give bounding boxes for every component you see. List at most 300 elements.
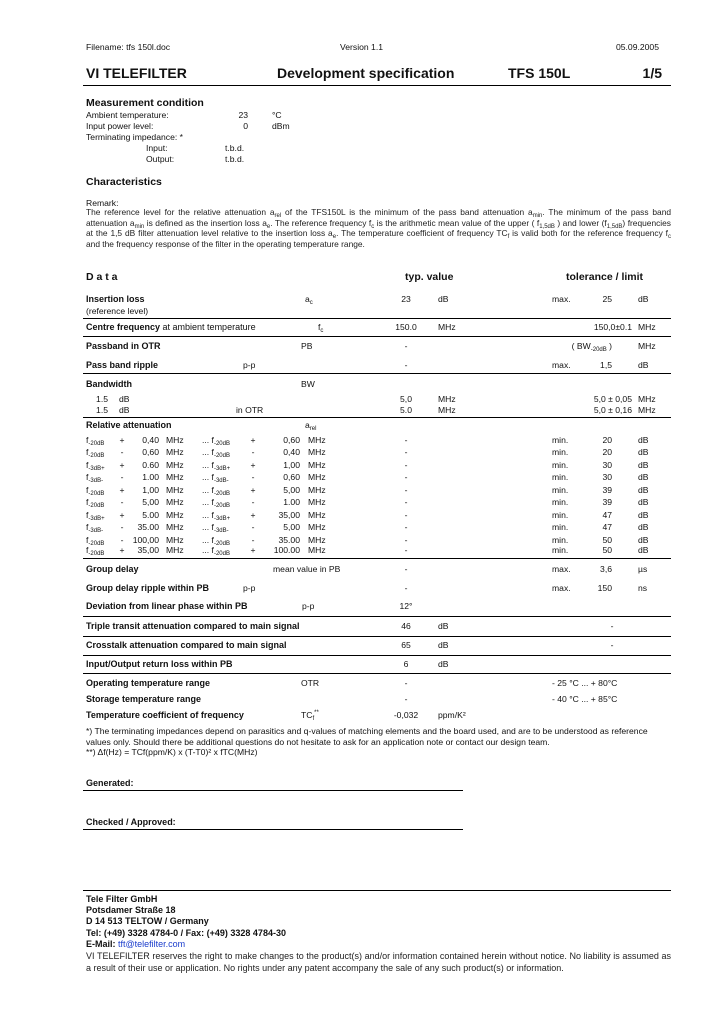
typ-value: - bbox=[404, 360, 408, 370]
typ-value: - bbox=[404, 472, 408, 482]
remark-segment: f bbox=[507, 234, 510, 241]
company-logo-text: VI TELEFILTER bbox=[86, 65, 187, 81]
footnote: *) The terminating impedances depend on parasitics and q-values of matching elements and the board used, and are to be understood as reference bbox=[86, 726, 648, 736]
condition-unit: dBm bbox=[272, 121, 290, 131]
limit-prefix: min. bbox=[552, 497, 569, 507]
frequency-subscript: -20dB bbox=[213, 453, 230, 459]
parameter-symbol bbox=[301, 378, 315, 390]
offset-unit: MHz bbox=[308, 472, 326, 482]
parameter-label bbox=[86, 359, 158, 371]
impedance-value: t.b.d. bbox=[225, 154, 245, 164]
offset-unit: MHz bbox=[166, 522, 184, 532]
offset-unit: MHz bbox=[308, 485, 326, 495]
parameter-label: Storage temperature range bbox=[86, 694, 202, 704]
typ-header: typ. value bbox=[405, 271, 454, 283]
frequency-subscript: -20dB bbox=[213, 503, 230, 509]
parameter-symbol bbox=[243, 582, 255, 594]
signature-line bbox=[83, 790, 463, 791]
typ-value: -0,032 bbox=[393, 710, 419, 720]
remark-segment: is defined as the insertion loss a bbox=[144, 217, 267, 228]
frequency-subscript: -3dB+ bbox=[213, 516, 231, 522]
offset-unit: MHz bbox=[308, 435, 326, 445]
remark-segment: and the frequency response of the filter in the operating temperature range. bbox=[86, 239, 365, 250]
parameter-symbol bbox=[243, 359, 255, 371]
limit-prefix: min. bbox=[552, 485, 569, 495]
typ-value: - bbox=[404, 522, 408, 532]
impedance-label: Input: bbox=[146, 143, 168, 153]
footer-street: Potsdamer Straße 18 bbox=[86, 905, 176, 915]
parameter-symbol bbox=[302, 600, 314, 612]
typ-value: - bbox=[404, 460, 408, 470]
remark-segment: e bbox=[266, 223, 271, 230]
typ-value: 23 bbox=[401, 294, 411, 304]
tolerance-header: tolerance / limit bbox=[566, 271, 644, 283]
typ-value: 6 bbox=[403, 659, 409, 669]
impedance-label: Output: bbox=[146, 154, 175, 164]
frequency-to: ... $f_{-3dB-}$ bbox=[202, 522, 229, 534]
divider bbox=[83, 85, 671, 86]
typ-value: 65 bbox=[401, 640, 411, 650]
condition-label: Input power level: bbox=[86, 121, 154, 131]
offset-sign: + bbox=[250, 485, 256, 495]
symbol-text: a bbox=[305, 420, 310, 430]
offset-sign: + bbox=[119, 545, 125, 555]
parameter-label: Triple transit attenuation compared to main signal bbox=[86, 621, 300, 631]
offset-value: 100,00 bbox=[132, 535, 159, 545]
divider bbox=[83, 558, 671, 559]
condition-value: 23 bbox=[238, 110, 248, 120]
limit-value: 47 bbox=[602, 522, 612, 532]
offset-value: 100.00 bbox=[273, 545, 300, 555]
remark-segment: The reference level for the relative attenuation a bbox=[86, 207, 275, 217]
limit-value: 20 bbox=[602, 447, 612, 457]
frequency-from: $f_{-20dB}$ bbox=[86, 545, 105, 557]
offset-unit: MHz bbox=[166, 447, 184, 457]
part-number: TFS 150L bbox=[508, 65, 571, 81]
frequency-from: $f_{-20dB}$ bbox=[86, 497, 105, 509]
typ-unit: MHz bbox=[438, 322, 456, 332]
frequency-subscript: -20dB bbox=[88, 441, 105, 447]
limit-prefix: max. bbox=[552, 564, 571, 574]
limit-value: 30 bbox=[602, 472, 612, 482]
signature-line bbox=[83, 829, 463, 830]
frequency-subscript: -3dB- bbox=[88, 528, 104, 534]
parameter-label: Group delay bbox=[86, 564, 139, 574]
offset-value: 0,60 bbox=[283, 472, 300, 482]
limit-value: 39 bbox=[602, 497, 612, 507]
offset-value: 35,00 bbox=[278, 510, 300, 520]
frequency-subscript: -20dB bbox=[213, 441, 230, 447]
typ-value: - bbox=[404, 678, 408, 688]
parameter-label bbox=[86, 378, 132, 390]
offset-value: 1,00 bbox=[142, 485, 159, 495]
symbol-text: p-p bbox=[243, 360, 256, 370]
typ-value: - bbox=[404, 583, 408, 593]
limit-unit: ns bbox=[638, 583, 648, 593]
limit-prefix: min. bbox=[552, 545, 569, 555]
limit-unit: MHz bbox=[638, 394, 656, 404]
limit-value: 50 bbox=[602, 535, 612, 545]
date: 05.09.2005 bbox=[615, 42, 659, 52]
limit-prefix: max. bbox=[552, 294, 571, 304]
frequency-to: ... $f_{-20dB}$ bbox=[202, 435, 230, 447]
frequency-subscript: -3dB+ bbox=[88, 516, 105, 522]
offset-unit: MHz bbox=[308, 497, 326, 507]
page-number: 1/5 bbox=[642, 65, 662, 81]
limit-unit: dB bbox=[638, 460, 649, 470]
limit-unit: MHz bbox=[638, 341, 656, 351]
generated-label: Generated: bbox=[86, 778, 134, 788]
offset-value: 5,00 bbox=[142, 497, 159, 507]
remark-segment: rel bbox=[274, 213, 282, 219]
typ-unit: dB bbox=[438, 621, 449, 631]
bandwidth-level-unit: dB bbox=[119, 405, 130, 415]
offset-sign: + bbox=[119, 460, 125, 470]
parameter-note: (reference level) bbox=[86, 306, 149, 316]
frequency-from: $f_{-20dB}$ bbox=[86, 447, 105, 459]
offset-value: 5,00 bbox=[283, 485, 300, 495]
offset-value: 5.00 bbox=[142, 510, 159, 520]
divider bbox=[83, 417, 671, 418]
remark-segment: . The reference frequency f bbox=[270, 217, 372, 228]
frequency-subscript: -20dB bbox=[213, 491, 230, 497]
offset-value: 0,60 bbox=[283, 435, 300, 445]
frequency-subscript: -3dB- bbox=[213, 478, 229, 484]
offset-unit: MHz bbox=[166, 510, 184, 520]
limit-value: 25 bbox=[602, 294, 612, 304]
typ-value: - bbox=[404, 545, 408, 555]
limit-value: 3,6 bbox=[600, 564, 612, 574]
offset-sign: - bbox=[120, 472, 124, 482]
typ-unit: dB bbox=[438, 640, 449, 650]
limit-prefix: min. bbox=[552, 472, 569, 482]
typ-unit: dB bbox=[438, 659, 449, 669]
checked-label: Checked / Approved: bbox=[86, 817, 176, 827]
parameter-symbol bbox=[305, 293, 313, 305]
frequency-from: $f_{-3dB+}$ bbox=[86, 460, 105, 472]
frequency-to: ... $f_{-3dB+}$ bbox=[202, 460, 231, 472]
bandwidth-level: 1.5 bbox=[96, 394, 108, 404]
parameter-symbol bbox=[301, 340, 312, 352]
frequency-subscript: -20dB bbox=[88, 503, 105, 509]
symbol-subscript: c bbox=[320, 328, 324, 334]
limit-value: 5,0 ± 0,05 bbox=[593, 394, 632, 404]
limit-prefix: min. bbox=[552, 522, 569, 532]
limit-unit: dB bbox=[638, 360, 649, 370]
section-title: Measurement condition bbox=[86, 97, 204, 109]
divider bbox=[83, 336, 671, 337]
frequency-subscript: -3dB+ bbox=[88, 466, 105, 472]
offset-sign: - bbox=[251, 472, 255, 482]
limit-unit: MHz bbox=[638, 322, 656, 332]
symbol-subscript: rel bbox=[309, 426, 317, 432]
parameter-label: Temperature coefficient of frequency bbox=[86, 710, 244, 720]
parameter-label bbox=[86, 340, 161, 352]
parameter-name: Bandwidth bbox=[86, 379, 132, 389]
offset-sign: + bbox=[119, 485, 125, 495]
parameter-symbol bbox=[273, 563, 340, 575]
remark-segment: 1,5dB bbox=[606, 223, 623, 230]
offset-value: 35.00 bbox=[278, 535, 300, 545]
limit-value: 39 bbox=[602, 485, 612, 495]
remark-segment: min bbox=[532, 213, 543, 219]
remark-segment: ) frequencies at the 1,5 dB filter attenuation level relative to the insertion loss a bbox=[86, 217, 671, 239]
limit-value: 1,5 bbox=[600, 360, 612, 370]
typ-value: - bbox=[404, 341, 408, 351]
remark-segment: c bbox=[668, 234, 671, 241]
frequency-subscript: -20dB bbox=[213, 551, 230, 557]
limit-unit: dB bbox=[638, 535, 649, 545]
relative-attenuation-label: Relative attenuation bbox=[86, 420, 172, 430]
offset-sign: - bbox=[120, 447, 124, 457]
offset-value: 0,40 bbox=[142, 435, 159, 445]
frequency-to: ... $f_{-20dB}$ bbox=[202, 545, 230, 557]
version: Version 1.1 bbox=[340, 42, 383, 52]
parameter-label bbox=[86, 293, 145, 305]
parameter-label: Group delay ripple within PB bbox=[86, 583, 210, 593]
divider bbox=[83, 655, 671, 656]
filename: Filename: tfs 150l.doc bbox=[86, 42, 171, 52]
symbol-text: p-p bbox=[243, 583, 256, 593]
limit-value: - bbox=[610, 621, 614, 631]
offset-sign: - bbox=[120, 522, 124, 532]
typ-value: - bbox=[404, 510, 408, 520]
footer-phone: Tel: (+49) 3328 4784-0 / Fax: (+49) 3328 4784-30 bbox=[86, 928, 286, 938]
remark-label: Remark: bbox=[86, 198, 119, 208]
parameter-symbol bbox=[318, 321, 323, 333]
divider bbox=[83, 318, 671, 319]
offset-sign: - bbox=[251, 522, 255, 532]
frequency-from: $f_{-20dB}$ bbox=[86, 535, 105, 547]
section-title: Characteristics bbox=[86, 176, 162, 188]
divider bbox=[83, 636, 671, 637]
parameter-symbol bbox=[301, 709, 319, 721]
parameter-symbol bbox=[301, 677, 319, 689]
limit-value: 20 bbox=[602, 435, 612, 445]
limit-prefix: min. bbox=[552, 435, 569, 445]
remark-segment: is valid both for the reference frequency f bbox=[509, 228, 668, 239]
offset-sign: - bbox=[120, 535, 124, 545]
offset-unit: MHz bbox=[166, 535, 184, 545]
frequency-subscript: -3dB+ bbox=[213, 466, 231, 472]
limit-unit: dB bbox=[638, 522, 649, 532]
offset-value: 0,40 bbox=[283, 447, 300, 457]
typ-value: - bbox=[404, 564, 408, 574]
limit-part: ) bbox=[606, 341, 612, 351]
footnote: **) Δf(Hz) = TCf(ppm/K) x (T-T0)² x fTC(MHz) bbox=[86, 747, 258, 757]
remark-segment: is the arithmetic mean value of the upper ( f bbox=[374, 217, 540, 228]
offset-value: 0,60 bbox=[142, 447, 159, 457]
limit-value: - bbox=[610, 640, 614, 650]
offset-value: 35.00 bbox=[137, 522, 159, 532]
typ-value: 5,0 bbox=[400, 394, 412, 404]
parameter-label: Input/Output return loss within PB bbox=[86, 659, 233, 669]
remark-segment: ) and lower (f bbox=[554, 217, 607, 228]
condition-label: Terminating impedance: * bbox=[86, 132, 183, 142]
frequency-to: ... $f_{-3dB-}$ bbox=[202, 472, 229, 484]
limit-value: 30 bbox=[602, 460, 612, 470]
limit-unit: dB bbox=[638, 545, 649, 555]
offset-value: 1.00 bbox=[283, 497, 300, 507]
typ-unit: MHz bbox=[438, 405, 456, 415]
typ-value: 12° bbox=[399, 601, 413, 611]
remark-segment: . The temperature coefficient of frequency TC bbox=[336, 228, 508, 239]
limit-value: 47 bbox=[602, 510, 612, 520]
offset-unit: MHz bbox=[166, 497, 184, 507]
frequency-from: $f_{-3dB+}$ bbox=[86, 510, 105, 522]
limit-part: -20dB bbox=[590, 347, 607, 353]
offset-unit: MHz bbox=[308, 510, 326, 520]
parameter-name-rest: at ambient temperature bbox=[160, 322, 256, 332]
divider bbox=[83, 373, 671, 374]
typ-value: - bbox=[404, 485, 408, 495]
data-title: D a t a bbox=[86, 271, 118, 283]
limit-unit: dB bbox=[638, 435, 649, 445]
limit-prefix: min. bbox=[552, 510, 569, 520]
frequency-to: ... $f_{-20dB}$ bbox=[202, 535, 230, 547]
offset-sign: - bbox=[120, 497, 124, 507]
parameter-label: Crosstalk attenuation compared to main signal bbox=[86, 640, 287, 650]
limit-unit: MHz bbox=[638, 405, 656, 415]
parameter-label: Deviation from linear phase within PB bbox=[86, 601, 248, 611]
offset-value: 0.60 bbox=[142, 460, 159, 470]
offset-sign: - bbox=[251, 447, 255, 457]
frequency-subscript: -20dB bbox=[88, 551, 105, 557]
parameter-label bbox=[86, 321, 256, 333]
offset-value: 1,00 bbox=[283, 460, 300, 470]
offset-unit: MHz bbox=[308, 460, 326, 470]
offset-unit: MHz bbox=[308, 535, 326, 545]
symbol-subscript: f bbox=[312, 716, 315, 722]
limit-value bbox=[572, 340, 612, 352]
email-label: E-Mail: bbox=[86, 939, 119, 949]
footer-city: D 14 513 TELTOW / Germany bbox=[86, 916, 209, 926]
bandwidth-level-unit: dB bbox=[119, 394, 130, 404]
limit-prefix: min. bbox=[552, 535, 569, 545]
offset-sign: + bbox=[119, 510, 125, 520]
offset-unit: MHz bbox=[166, 545, 184, 555]
footer-company: Tele Filter GmbH bbox=[86, 894, 158, 904]
typ-unit: dB bbox=[438, 294, 449, 304]
typ-value: 5.0 bbox=[400, 405, 412, 415]
offset-unit: MHz bbox=[166, 472, 184, 482]
limit-unit: µs bbox=[638, 564, 648, 574]
typ-unit: ppm/K² bbox=[438, 710, 466, 720]
divider bbox=[83, 616, 671, 617]
offset-value: 5,00 bbox=[283, 522, 300, 532]
symbol-text: p-p bbox=[302, 601, 315, 611]
symbol-text: mean value in PB bbox=[273, 564, 341, 574]
divider bbox=[83, 673, 671, 674]
limit-unit: dB bbox=[638, 472, 649, 482]
parameter-name: Passband in OTR bbox=[86, 341, 161, 351]
parameter-name: Pass band ripple bbox=[86, 360, 159, 370]
frequency-subscript: -20dB bbox=[88, 541, 105, 547]
remark-segment: min bbox=[134, 223, 145, 230]
offset-unit: MHz bbox=[166, 485, 184, 495]
impedance-value: t.b.d. bbox=[225, 143, 245, 153]
document-type: Development specification bbox=[277, 65, 455, 81]
remark-segment: e bbox=[332, 234, 337, 241]
frequency-from: $f_{-20dB}$ bbox=[86, 485, 105, 497]
limit-range: - 25 °C ... + 80°C bbox=[552, 678, 618, 688]
offset-sign: - bbox=[251, 535, 255, 545]
frequency-subscript: -20dB bbox=[88, 491, 105, 497]
limit-prefix: max. bbox=[552, 583, 571, 593]
limit-unit: dB bbox=[638, 497, 649, 507]
limit-value: 150,0±0.1 bbox=[593, 322, 632, 332]
frequency-to: ... $f_{-20dB}$ bbox=[202, 497, 230, 509]
frequency-to: ... $f_{-20dB}$ bbox=[202, 447, 230, 459]
offset-sign: + bbox=[250, 460, 256, 470]
frequency-from: $f_{-20dB}$ bbox=[86, 435, 105, 447]
offset-unit: MHz bbox=[308, 522, 326, 532]
limit-prefix: min. bbox=[552, 447, 569, 457]
relative-attenuation-symbol bbox=[305, 419, 316, 431]
offset-sign: + bbox=[250, 510, 256, 520]
email-link[interactable]: tft@telefilter.com bbox=[118, 939, 186, 949]
condition-value: 0 bbox=[243, 121, 248, 131]
limit-unit: dB bbox=[638, 447, 649, 457]
symbol-superscript: ** bbox=[314, 710, 319, 716]
typ-value: - bbox=[404, 435, 408, 445]
frequency-from: $f_{-3dB-}$ bbox=[86, 472, 104, 484]
condition-unit: °C bbox=[272, 110, 282, 120]
typ-value: - bbox=[404, 497, 408, 507]
symbol-text: TC bbox=[301, 710, 313, 720]
offset-sign: + bbox=[119, 435, 125, 445]
frequency-subscript: -3dB- bbox=[88, 478, 104, 484]
limit-part: ( BW bbox=[571, 341, 591, 351]
typ-unit: MHz bbox=[438, 394, 456, 404]
typ-value: - bbox=[404, 535, 408, 545]
frequency-from: $f_{-3dB-}$ bbox=[86, 522, 104, 534]
symbol-subscript: c bbox=[309, 300, 313, 306]
typ-value: 150.0 bbox=[395, 322, 417, 332]
limit-value: 50 bbox=[602, 545, 612, 555]
typ-value: - bbox=[404, 447, 408, 457]
remark-paragraph bbox=[86, 207, 671, 250]
parameter-name: Centre frequency bbox=[86, 322, 161, 332]
bandwidth-condition: in OTR bbox=[236, 405, 264, 415]
remark-segment: . The minimum of the pass band attenuation a bbox=[86, 207, 672, 228]
frequency-to: ... $f_{-3dB+}$ bbox=[202, 510, 231, 522]
condition-label: Ambient temperature: bbox=[86, 110, 169, 120]
frequency-to: ... $f_{-20dB}$ bbox=[202, 485, 230, 497]
offset-sign: + bbox=[250, 435, 256, 445]
offset-value: 1.00 bbox=[142, 472, 159, 482]
remark-segment: of the TFS150L is the minimum of the pass band attenuation a bbox=[281, 207, 533, 217]
frequency-subscript: -20dB bbox=[213, 541, 230, 547]
remark-segment: c bbox=[371, 223, 375, 230]
limit-unit: dB bbox=[638, 294, 649, 304]
frequency-subscript: -20dB bbox=[88, 453, 105, 459]
limit-prefix: max. bbox=[552, 360, 571, 370]
remark-segment: 1,5dB bbox=[539, 223, 555, 230]
limit-prefix: min. bbox=[552, 460, 569, 470]
bandwidth-level: 1.5 bbox=[96, 405, 108, 415]
symbol-text: f bbox=[318, 322, 321, 332]
symbol-text: a bbox=[305, 294, 310, 304]
offset-sign: + bbox=[250, 545, 256, 555]
symbol-text: PB bbox=[301, 341, 313, 351]
offset-unit: MHz bbox=[308, 545, 326, 555]
parameter-label: Operating temperature range bbox=[86, 678, 211, 688]
footnote: values only. Should there be additional questions do not hesitate to ask for an application note or contact our design team. bbox=[86, 737, 550, 747]
limit-value: 5,0 ± 0,16 bbox=[593, 405, 632, 415]
parameter-name: Insertion loss bbox=[86, 294, 145, 304]
disclaimer: VI TELEFILTER reserves the right to make changes to the product(s) and/or information contained herein without notice. No liability is assumed as a result of their use or application. No rights under any patent accompany the sale of any such product(s) or information. bbox=[86, 951, 671, 973]
